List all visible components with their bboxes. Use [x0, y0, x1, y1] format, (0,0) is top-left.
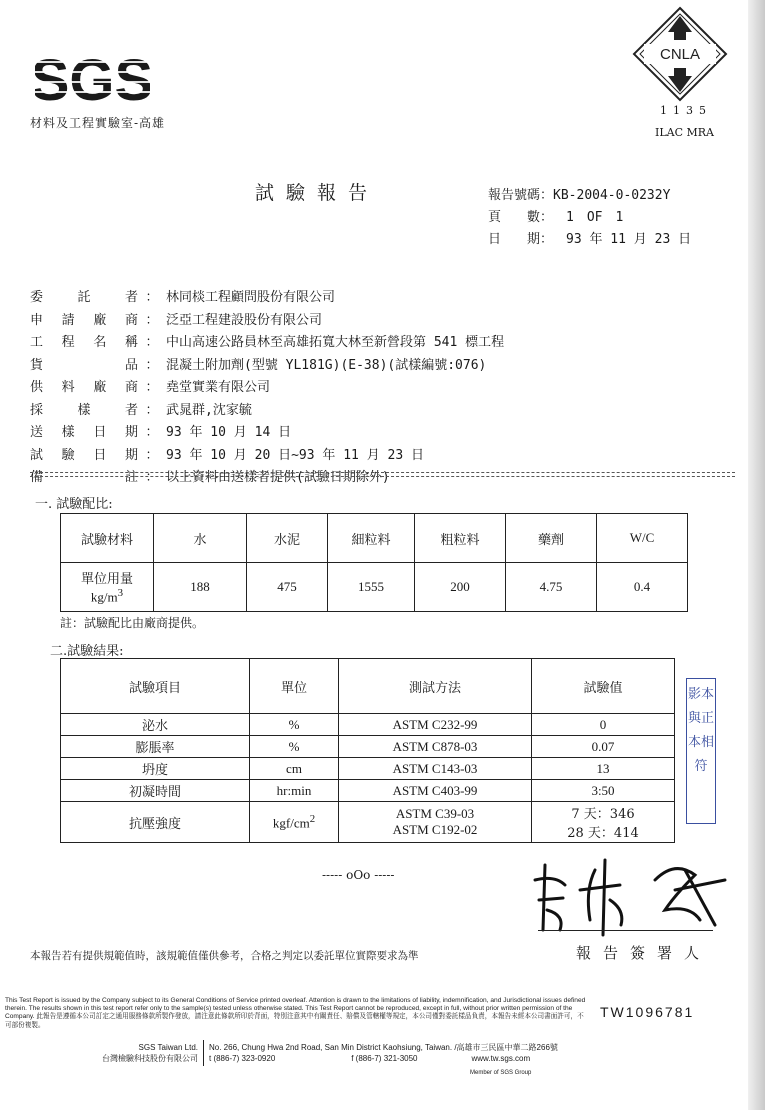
mix-table: [60, 513, 688, 612]
ilac-mark: ILAC MRA: [655, 126, 714, 139]
report-date-row: [488, 228, 691, 250]
results-row: [61, 714, 675, 736]
results-item: 初凝時間: [61, 780, 250, 802]
info-value: 93 年 10 月 14 日: [166, 425, 292, 440]
footer-company: [70, 1042, 198, 1064]
fine-print: [5, 997, 590, 1030]
results-table: [60, 658, 675, 843]
results-section-title: 二.試驗結果:: [50, 644, 124, 659]
svg-text:CNLA: CNLA: [659, 46, 701, 63]
footer-tel: t (886-7) 323-0920: [209, 1054, 276, 1063]
results-header-row: [61, 659, 675, 714]
mix-value: 1555: [328, 563, 415, 612]
info-row: 工程名稱 ： 中山高速公路員林至高雄拓寬大林至新營段第 541 標工程: [30, 331, 504, 354]
end-mark: ----- oOo -----: [322, 868, 395, 882]
info-key: 工程名稱: [30, 335, 138, 350]
lab-name: 材料及工程實驗室-高雄: [30, 116, 166, 130]
footer-web: www.tw.sgs.com: [471, 1054, 531, 1063]
info-value: 中山高速公路員林至高雄拓寬大林至新營段第 541 標工程: [166, 335, 505, 350]
info-key: 貨品: [30, 357, 138, 373]
results-unit: %: [250, 736, 339, 758]
info-row: 申請廠商 ： 泛亞工程建設股份有限公司: [30, 309, 504, 332]
info-row: 採樣者 ： 武晁群,沈家毓: [30, 399, 504, 422]
info-block: [30, 286, 504, 489]
page-count-row: [488, 206, 691, 228]
results-row: [61, 802, 675, 843]
cnla-logo: [632, 6, 728, 102]
copy-stamp: 影本與正本相符: [686, 678, 716, 824]
results-unit: kgf/$cm^2$: [250, 802, 339, 843]
results-row: [61, 758, 675, 780]
report-date-value: 93 年 11 月 23 日: [566, 232, 692, 247]
sgs-member: Member of SGS Group: [470, 1070, 532, 1076]
mix-header: 藥劑: [506, 514, 597, 563]
results-header: 測試方法: [339, 659, 532, 714]
info-value: 混凝土附加劑(型號 YL181G)(E-38)(試樣編號:076): [166, 357, 487, 373]
info-row: 貨品 ： 混凝土附加劑(型號 YL181G)(E-38)(試樣編號:076): [30, 354, 504, 377]
info-key: 採樣者: [30, 402, 138, 418]
svg-text:SGS: SGS: [35, 48, 150, 112]
info-row: 試驗日期 ： 93 年 10 月 20 日~93 年 11 月 23 日: [30, 444, 504, 467]
mix-value: 188: [154, 563, 247, 612]
disclaimer: 本報告若有提供規範值時，該規範值僅供參考，合格之判定以委託單位實際要求為準: [30, 950, 419, 962]
results-header: 試驗值: [532, 659, 675, 714]
mix-note: 註：試驗配比由廠商提供。: [60, 616, 205, 630]
sgs-logo-graphic: [35, 42, 150, 112]
accreditation-number: 1135: [660, 104, 712, 117]
results-item: 泌水: [61, 714, 250, 736]
company-name-zh: 台灣檢驗科技股份有限公司: [102, 1054, 198, 1063]
sgs-logo: [35, 42, 150, 112]
page-count-value: 1 OF 1: [566, 210, 624, 225]
results-value: 7 天：346 28 天：414: [532, 802, 675, 843]
results-value: 13: [532, 758, 675, 780]
results-value: 0: [532, 714, 675, 736]
mix-header: 水泥: [247, 514, 328, 563]
info-value: 泛亞工程建設股份有限公司: [166, 312, 323, 328]
footer-fax: f (886-7) 321-3050: [351, 1054, 418, 1063]
info-key: 申請廠商: [30, 312, 138, 328]
fine-print-zh: 此報告是遵循本公司訂定之通用服務條款所製作發放，請注意此條款所印於背面，特別注意其中有關責任、賠償及管轄權等規定，本公司僅對委託樣品負責，本報告未經本公司書面許可，不可部份複製。: [5, 1013, 584, 1029]
info-key: 送樣日期: [30, 425, 138, 440]
fine-print-en: This Test Report is issued by the Company subject to its General Conditions of Service printed overleaf. Attention is drawn to the limitations of liability, indemnification, and Jurisdictional issues defined therein. The results shown in this test report refer only to the sample(s) tested unless otherwise stated. This Test Report cannot be reproduced, except in full, without prior written permission of the Company.: [5, 997, 586, 1021]
results-method: ASTM C878-03: [339, 736, 532, 758]
info-key: 委託者: [30, 290, 138, 305]
info-key: 試驗日期: [30, 447, 138, 463]
info-value: 武晁群,沈家毓: [166, 402, 252, 418]
mix-value-row: [61, 563, 688, 612]
signature-line: [538, 930, 713, 931]
mix-value: 200: [415, 563, 506, 612]
results-header: 單位: [250, 659, 339, 714]
info-row: 委託者 ： 林同棪工程顧問股份有限公司: [30, 286, 504, 309]
page-count-label: 頁 數：: [488, 210, 554, 225]
mix-header: W/C: [597, 514, 688, 563]
report-meta: [488, 184, 691, 250]
mix-section-title: 一. 試驗配比:: [35, 497, 113, 512]
results-unit: cm: [250, 758, 339, 780]
results-item: 坍度: [61, 758, 250, 780]
separator-line: [30, 472, 735, 473]
report-title: 試驗報告: [255, 182, 380, 204]
footer-divider: [203, 1040, 204, 1066]
info-value: 以上資料由送樣者提供(試驗日期除外): [166, 470, 390, 485]
separator-line: [30, 476, 735, 477]
info-value: 堯堂實業有限公司: [166, 380, 271, 395]
mix-value: 0.4: [597, 563, 688, 612]
info-row: 送樣日期 ： 93 年 10 月 14 日: [30, 421, 504, 444]
results-value: 0.07: [532, 736, 675, 758]
report-date-label: 日 期：: [488, 232, 554, 247]
serial-number: TW1096781: [600, 1004, 695, 1020]
info-value: 林同棪工程顧問股份有限公司: [166, 290, 336, 305]
info-row: 備註 ： 以上資料由送樣者提供(試驗日期除外): [30, 466, 504, 489]
info-value: 93 年 10 月 20 日~93 年 11 月 23 日: [166, 447, 425, 463]
mix-value: 475: [247, 563, 328, 612]
mix-header-row: [61, 514, 688, 563]
results-item: 膨脹率: [61, 736, 250, 758]
results-method: ASTM C143-03: [339, 758, 532, 780]
report-number-row: [488, 184, 691, 206]
results-row: [61, 780, 675, 802]
results-header: 試驗項目: [61, 659, 250, 714]
mix-header: 水: [154, 514, 247, 563]
info-key: 供料廠商: [30, 380, 138, 395]
footer-address: No. 266, Chung Hwa 2nd Road, San Min District Kaohsiung, Taiwan. /高雄市三民區中華二路266號: [209, 1043, 558, 1052]
signature-label: 報告簽署人: [576, 944, 712, 962]
info-row: 供料廠商 ： 堯堂實業有限公司: [30, 376, 504, 399]
results-method: ASTM C403-99: [339, 780, 532, 802]
results-unit: %: [250, 714, 339, 736]
results-item: 抗壓強度: [61, 802, 250, 843]
results-method: ASTM C39-03 ASTM C192-02: [339, 802, 532, 843]
footer-contact: [209, 1042, 709, 1064]
mix-header: 試驗材料: [61, 514, 154, 563]
info-key: 備註: [30, 470, 138, 485]
results-unit: hr:min: [250, 780, 339, 802]
mix-header: 細粒料: [328, 514, 415, 563]
mix-header: 粗粒料: [415, 514, 506, 563]
cnla-diamond-icon: [632, 6, 728, 102]
scan-edge: [748, 0, 765, 1110]
results-value: 3:50: [532, 780, 675, 802]
footer-contact-row: [209, 1053, 709, 1064]
mix-value: 4.75: [506, 563, 597, 612]
company-name-en: SGS Taiwan Ltd.: [138, 1043, 198, 1052]
results-row: [61, 736, 675, 758]
mix-row-label: 單位用量 $kg/m^3$: [61, 563, 154, 612]
results-method: ASTM C232-99: [339, 714, 532, 736]
report-number-value: KB-2004-0-0232Y: [553, 188, 671, 203]
report-number-label: 報告號碼：: [488, 188, 554, 203]
